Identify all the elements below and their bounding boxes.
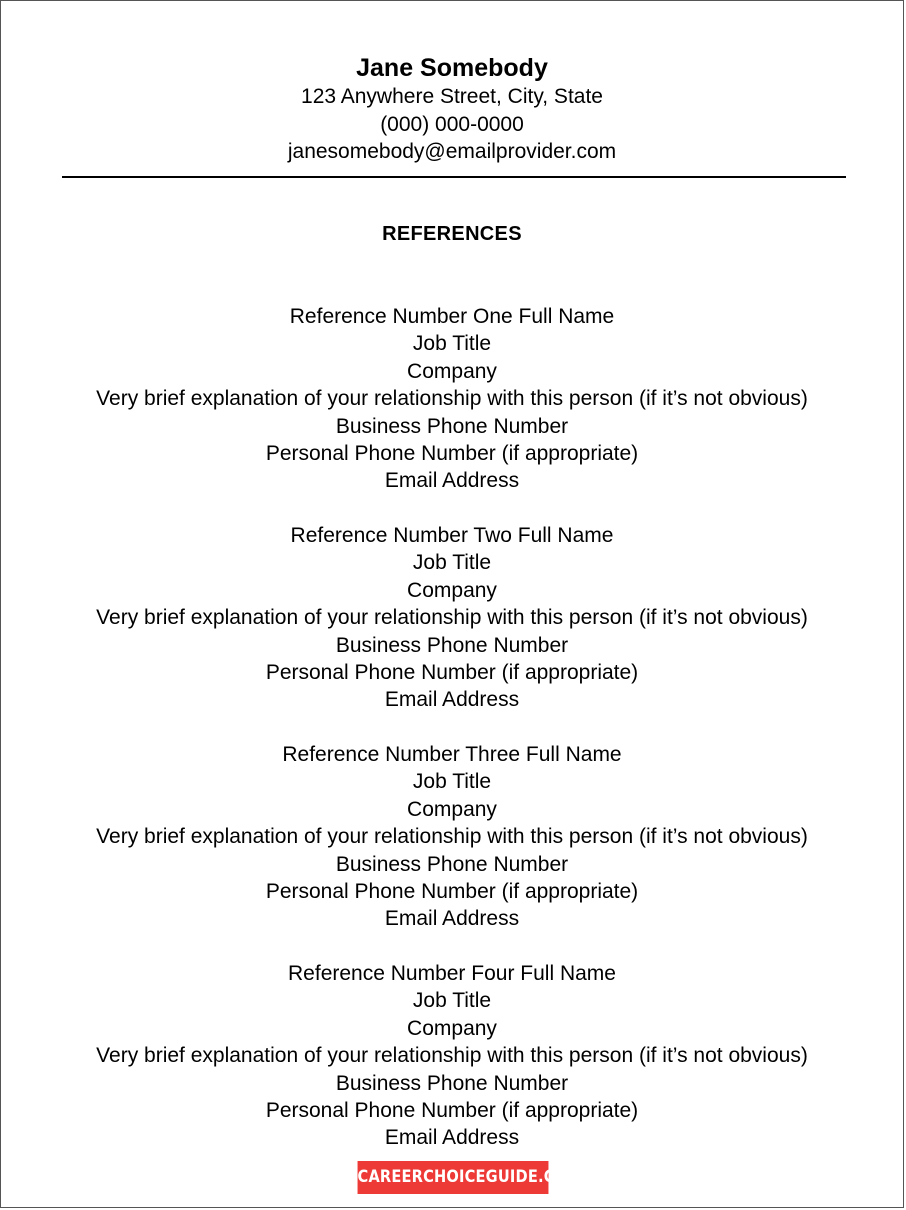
reference-personal-phone: Personal Phone Number (if appropriate) [265, 880, 639, 904]
reference-business-phone: Business Phone Number [335, 414, 569, 438]
careerchoiceguide-watermark: CAREERCHOICEGUIDE.COM [358, 1161, 549, 1194]
reference-relationship: Very brief explanation of your relationship with this person (if it’s not obvious) [96, 825, 808, 849]
reference-personal-phone: Personal Phone Number (if appropriate) [265, 442, 639, 466]
applicant-name: Jane Somebody [356, 54, 548, 82]
reference-job-title: Job Title [412, 989, 492, 1013]
contact-header [1, 53, 903, 166]
reference-company: Company [407, 797, 497, 821]
header-divider [62, 176, 846, 178]
reference-job-title: Job Title [412, 770, 492, 794]
reference-entry-1 [1, 303, 903, 495]
reference-business-phone: Business Phone Number [335, 1071, 569, 1095]
reference-company: Company [407, 359, 497, 383]
reference-entry-2 [1, 522, 903, 714]
reference-personal-phone: Personal Phone Number (if appropriate) [265, 1099, 639, 1123]
reference-full-name: Reference Number One Full Name [289, 305, 615, 328]
applicant-phone: (000) 000-0000 [380, 112, 524, 136]
reference-business-phone: Business Phone Number [335, 633, 569, 657]
reference-relationship: Very brief explanation of your relationship with this person (if it’s not obvious) [96, 1044, 808, 1068]
references-heading: REFERENCES [382, 223, 522, 245]
reference-entry-3 [1, 741, 903, 933]
reference-company: Company [407, 578, 497, 602]
reference-business-phone: Business Phone Number [335, 852, 569, 876]
applicant-email: janesomebody@emailprovider.com [287, 140, 617, 163]
reference-personal-phone: Personal Phone Number (if appropriate) [265, 661, 639, 685]
reference-entry-4 [1, 960, 903, 1152]
reference-full-name: Reference Number Two Full Name [290, 524, 614, 547]
reference-job-title: Job Title [412, 551, 492, 575]
reference-job-title: Job Title [412, 332, 492, 356]
reference-relationship: Very brief explanation of your relationship with this person (if it’s not obvious) [96, 606, 808, 630]
reference-email: Email Address [384, 907, 520, 931]
reference-full-name: Reference Number Four Full Name [288, 962, 616, 985]
applicant-address: 123 Anywhere Street, City, State [301, 85, 603, 108]
reference-email: Email Address [384, 688, 520, 712]
reference-company: Company [407, 1016, 497, 1040]
reference-relationship: Very brief explanation of your relationship with this person (if it’s not obvious) [96, 387, 808, 411]
reference-email: Email Address [384, 469, 520, 493]
reference-full-name: Reference Number Three Full Name [282, 743, 622, 766]
reference-email: Email Address [384, 1126, 520, 1150]
